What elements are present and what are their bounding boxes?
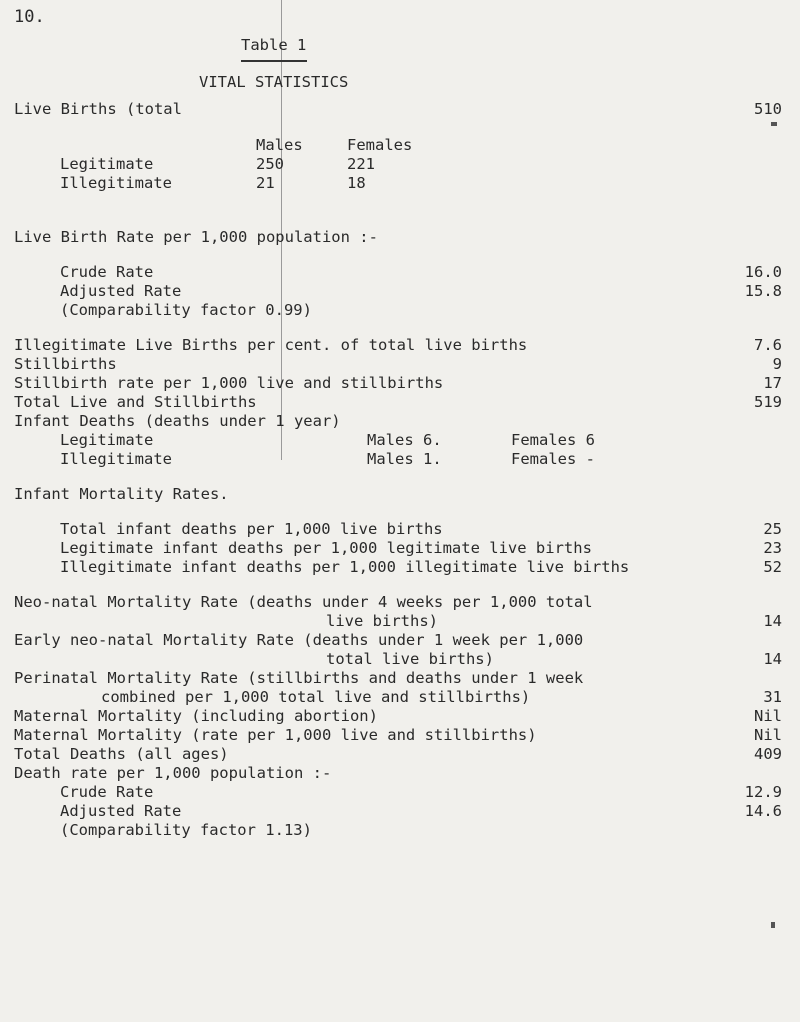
early-neonatal-label-line1: Early neo-natal Mortality Rate (deaths under 1 week per 1,000 [14,631,584,649]
neonatal-label-line1: Neo-natal Mortality Rate (deaths under 4 weeks per 1,000 total [14,593,593,611]
death-comparability-factor: (Comparability factor 1.13) [60,821,312,839]
early-neonatal-value: 14 [763,650,782,668]
infant-mortality-label: Total infant deaths per 1,000 live births [60,520,443,538]
page-heading: VITAL STATISTICS [199,73,349,91]
infant-deaths-row-females: Females - [511,450,595,468]
maternal-mortality-label: Maternal Mortality (including abortion) [14,707,378,725]
infant-deaths-row-label: Illegitimate [60,450,172,468]
maternal-rate-label: Maternal Mortality (rate per 1,000 live and stillbirths) [14,726,537,744]
birth-crude-label: Crude Rate [60,263,154,281]
stat-value: 17 [763,374,782,392]
stat-label: Illegitimate Live Births per cent. of total live births [14,336,528,354]
infant-mortality-value: 25 [763,520,782,538]
maternal-rate-value: Nil [754,726,782,744]
births-row-females: 18 [347,174,366,192]
birth-comparability-factor: (Comparability factor 0.99) [60,301,312,319]
infant-deaths-row-females: Females 6 [511,431,595,449]
death-crude-value: 12.9 [744,783,782,801]
infant-deaths-heading: Infant Deaths (deaths under 1 year) [14,412,341,430]
total-deaths-label: Total Deaths (all ages) [14,745,229,763]
infant-deaths-row-males: Males 6. [367,431,442,449]
death-crude-label: Crude Rate [60,783,154,801]
stat-label: Total Live and Stillbirths [14,393,257,411]
scan-speck [771,122,777,126]
infant-deaths-row-males: Males 1. [367,450,442,468]
births-row-males: 250 [256,155,284,173]
perinatal-value: 31 [763,688,782,706]
births-row-females: 221 [347,155,375,173]
infant-mortality-label: Legitimate infant deaths per 1,000 legitimate live births [60,539,592,557]
births-row-label: Legitimate [60,155,154,173]
neonatal-label-line2: live births) [326,612,438,630]
col-females-header: Females [347,136,413,154]
births-row-males: 21 [256,174,275,192]
table-label: Table 1 [241,36,307,54]
infant-mortality-heading: Infant Mortality Rates. [14,485,229,503]
stat-label: Stillbirths [14,355,117,373]
death-adjusted-value: 14.6 [744,802,782,820]
infant-deaths-row-label: Legitimate [60,431,154,449]
table-label-underline [241,60,307,62]
page-number: 10. [14,7,45,27]
perinatal-label-line2: combined per 1,000 total live and stillbirths) [101,688,531,706]
perinatal-label-line1: Perinatal Mortality Rate (stillbirths and deaths under 1 week [14,669,584,687]
live-births-value: 510 [754,100,782,118]
infant-mortality-value: 52 [763,558,782,576]
stat-label: Stillbirth rate per 1,000 live and stillbirths [14,374,444,392]
scan-speck [771,922,775,928]
stat-value: 9 [772,355,782,373]
birth-adjusted-value: 15.8 [744,282,782,300]
infant-mortality-label: Illegitimate infant deaths per 1,000 illegitimate live births [60,558,630,576]
neonatal-value: 14 [763,612,782,630]
live-births-label: Live Births (total [14,100,182,118]
births-row-label: Illegitimate [60,174,172,192]
total-deaths-value: 409 [754,745,782,763]
maternal-mortality-value: Nil [754,707,782,725]
col-males-header: Males [256,136,303,154]
death-adjusted-label: Adjusted Rate [60,802,182,820]
birth-adjusted-label: Adjusted Rate [60,282,182,300]
stat-value: 519 [754,393,782,411]
stat-value: 7.6 [754,336,782,354]
early-neonatal-label-line2: total live births) [326,650,494,668]
infant-mortality-value: 23 [763,539,782,557]
birth-rate-heading: Live Birth Rate per 1,000 population :- [14,228,378,246]
death-rate-heading: Death rate per 1,000 population :- [14,764,332,782]
birth-crude-value: 16.0 [744,263,782,281]
